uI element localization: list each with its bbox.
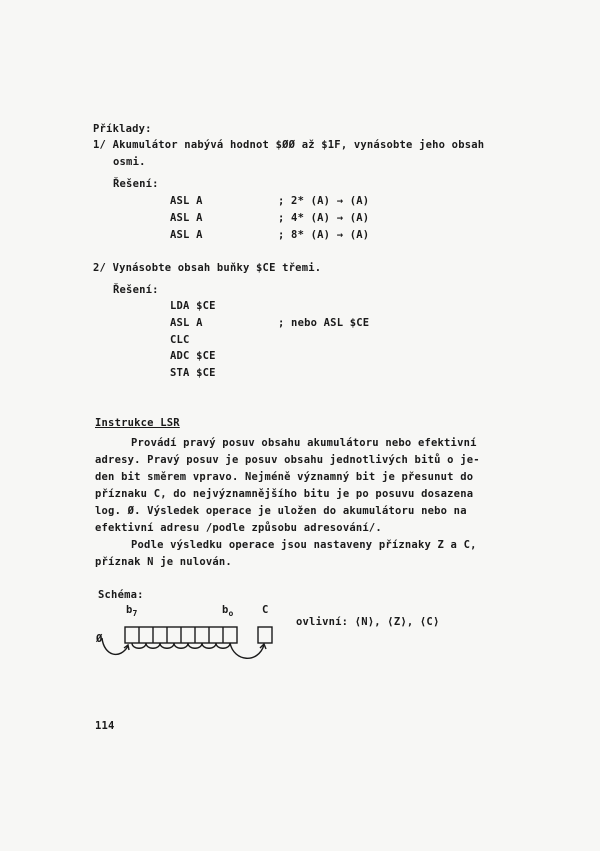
paragraph-line: log. Ø. Výsledek operace je uložen do akumulátoru nebo na (95, 505, 467, 517)
paragraph-line: adresy. Pravý posuv je posuv obsahu jednotlivých bitů o je- (95, 454, 480, 466)
examples-heading: Příklady: (93, 123, 152, 135)
zero-input-label: Ø (96, 633, 103, 645)
paragraph-line: den bit směrem vpravo. Nejméně významný bit je přesunut do (95, 471, 474, 483)
paragraph-line: příznaku C, do nejvýznamnějšího bitu je po posuvu dosazena (95, 488, 474, 500)
code-instr: STA $CE (170, 367, 216, 379)
code-instr: ADC $CE (170, 350, 216, 362)
schema-label: Schéma: (98, 589, 144, 601)
code-comment: ; 2* (A) → (A) (278, 195, 370, 207)
code-instr: CLC (170, 334, 190, 346)
solution-label-1: Řešení: (113, 178, 159, 190)
carry-label: C (262, 604, 269, 616)
code-comment: ; 4* (A) → (A) (278, 212, 370, 224)
section-title: Instrukce LSR (95, 417, 180, 429)
paragraph-line: příznak N je nulován. (95, 556, 232, 568)
code-instr: LDA $CE (170, 300, 216, 312)
bit-7-label: $b_7$ (126, 604, 138, 619)
bit-0-label: $b_o$ (222, 604, 234, 619)
example-1-text: 1/ Akumulátor nabývá hodnot $ØØ až $1F, vynásobte jeho obsah (93, 139, 485, 151)
affected-flags: ovlivní: ⟨N⟩, ⟨Z⟩, ⟨C⟩ (296, 616, 440, 628)
example-1-text-cont: osmi. (113, 156, 146, 168)
carry-cell (258, 627, 272, 643)
code-comment: ; nebo ASL $CE (278, 317, 370, 329)
paragraph-line: Provádí pravý posuv obsahu akumulátoru nebo efektivní (131, 437, 477, 449)
code-instr: ASL A (170, 212, 203, 224)
code-instr: ASL A (170, 229, 203, 241)
paragraph-line: efektivní adresu /podle způsobu adresování/. (95, 522, 382, 534)
code-instr: ASL A (170, 317, 203, 329)
paragraph-line: Podle výsledku operace jsou nastaveny příznaky Z a C, (131, 539, 477, 551)
page-number: 114 (95, 720, 115, 732)
solution-label-2: Řešení: (113, 284, 159, 296)
code-instr: ASL A (170, 195, 203, 207)
example-2-text: 2/ Vynásobte obsah buňky $CE třemi. (93, 262, 322, 274)
code-comment: ; 8* (A) → (A) (278, 229, 370, 241)
